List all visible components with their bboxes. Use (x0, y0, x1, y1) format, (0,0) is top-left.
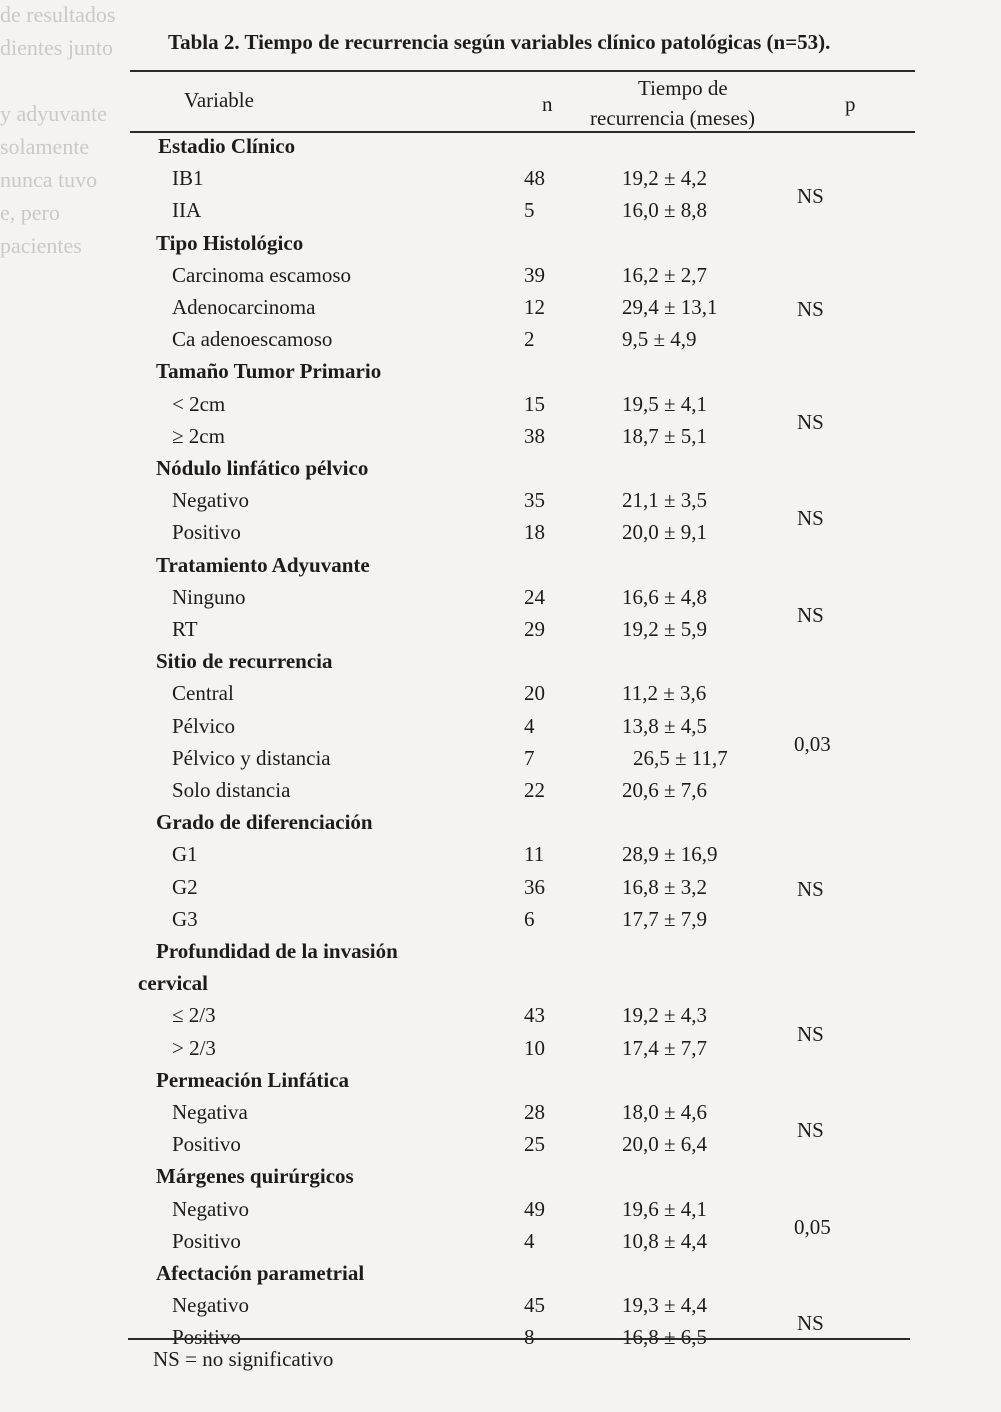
header-p: p (845, 92, 856, 116)
row-time: 17,4 ± 7,7 (622, 1035, 708, 1060)
row-time: 9,5 ± 4,9 (622, 327, 697, 352)
row-p-value: NS (797, 184, 824, 209)
row-n: 18 (524, 520, 545, 545)
group-title: Afectación parametrial (156, 1261, 365, 1285)
row-n: 8 (524, 1325, 535, 1350)
row-label: Adenocarcinoma (172, 295, 316, 319)
row-n: 38 (524, 423, 545, 448)
row-label: Positivo (172, 1325, 241, 1350)
row-time: 20,0 ± 6,4 (622, 1132, 708, 1157)
row-time: 19,2 ± 4,3 (622, 1003, 708, 1028)
row-time: 20,6 ± 7,6 (622, 778, 708, 802)
row-n: 36 (524, 874, 545, 899)
row-time: 19,3 ± 4,4 (622, 1293, 708, 1318)
row-p-value: 0,03 (794, 731, 831, 756)
group-title-continued: cervical (138, 971, 208, 996)
row-time: 10,8 ± 4,4 (622, 1228, 708, 1253)
row-time: 26,5 ± 11,7 (633, 745, 728, 770)
row-p-value: 0,05 (794, 1214, 831, 1239)
row-label: < 2cm (172, 391, 226, 416)
row-time: 19,6 ± 4,1 (622, 1196, 708, 1221)
row-n: 25 (524, 1132, 545, 1157)
row-p-value: NS (797, 1021, 824, 1046)
row-n: 12 (524, 295, 545, 319)
footnote: NS = no significativo (153, 1347, 334, 1371)
row-n: 35 (524, 488, 545, 513)
row-label: Negativa (172, 1100, 248, 1124)
bleed-line: y adyuvante (0, 101, 107, 126)
row-n: 24 (524, 584, 545, 609)
header-rule (130, 131, 915, 133)
row-label: Central (172, 681, 234, 706)
row-label: ≥ 2cm (172, 423, 225, 448)
row-label: Positivo (172, 1228, 241, 1253)
row-p-value: NS (797, 297, 824, 321)
row-n: 29 (524, 617, 545, 641)
bleed-line: de resultados (0, 2, 116, 27)
group-title: Tamaño Tumor Primario (156, 359, 382, 384)
bleed-line: e, pero (0, 200, 60, 225)
row-n: 4 (524, 1228, 535, 1253)
row-label: Solo distancia (172, 778, 291, 802)
bleed-line: pacientes (0, 233, 82, 258)
row-time: 28,9 ± 16,9 (622, 842, 718, 867)
header-n: n (542, 92, 553, 116)
row-time: 16,8 ± 3,2 (622, 874, 708, 899)
group-title: Tipo Histológico (156, 230, 304, 255)
row-n: 5 (524, 198, 535, 223)
header-variable: Variable (184, 88, 254, 112)
row-p-value: NS (797, 1118, 824, 1143)
row-p-value: NS (797, 409, 824, 434)
header-time-line1: Tiempo de (638, 76, 728, 100)
row-time: 19,5 ± 4,1 (622, 391, 708, 416)
row-n: 10 (524, 1035, 545, 1060)
row-n: 28 (524, 1100, 545, 1124)
group-title: Grado de diferenciación (156, 810, 373, 835)
row-n: 43 (524, 1003, 545, 1028)
row-time: 18,7 ± 5,1 (622, 423, 708, 448)
row-label: Negativo (172, 488, 249, 513)
row-n: 45 (524, 1293, 545, 1318)
row-n: 49 (524, 1196, 545, 1221)
row-label: IB1 (172, 166, 204, 191)
row-label: Negativo (172, 1196, 249, 1221)
row-n: 2 (524, 327, 535, 352)
row-label: Ninguno (172, 584, 246, 609)
group-title: Nódulo linfático pélvico (156, 456, 369, 480)
row-time: 13,8 ± 4,5 (622, 713, 708, 738)
row-label: IIA (172, 198, 202, 223)
bleed-line: dientes junto (0, 35, 114, 60)
group-title: Tratamiento Adyuvante (156, 552, 370, 577)
header-time-line2: recurrencia (meses) (590, 106, 755, 130)
row-label: Positivo (172, 520, 241, 545)
row-time: 19,2 ± 5,9 (622, 617, 708, 641)
row-time: 18,0 ± 4,6 (622, 1100, 708, 1124)
row-n: 15 (524, 391, 545, 416)
bleed-line: nunca tuvo (0, 167, 98, 192)
row-time: 11,2 ± 3,6 (622, 681, 707, 706)
row-label: Carcinoma escamoso (172, 262, 352, 287)
group-title: Márgenes quirúrgicos (156, 1164, 354, 1189)
row-time: 19,2 ± 4,2 (622, 166, 708, 191)
row-label: Negativo (172, 1293, 249, 1318)
row-p-value: NS (797, 1311, 824, 1336)
group-title: Sitio de recurrencia (156, 649, 333, 674)
row-p-value: NS (797, 506, 824, 531)
row-label: Pélvico (172, 713, 235, 738)
row-time: 16,8 ± 6,5 (622, 1325, 708, 1350)
table-caption: Tabla 2. Tiempo de recurrencia según variables clínico patológicas (n=53). (168, 30, 831, 54)
row-time: 16,2 ± 2,7 (622, 262, 708, 287)
row-label: Positivo (172, 1132, 241, 1157)
row-label: ≤ 2/3 (172, 1003, 216, 1028)
row-n: 22 (524, 778, 545, 802)
row-p-value: NS (797, 876, 824, 901)
bottom-rule (128, 1338, 910, 1340)
row-n: 39 (524, 262, 545, 287)
row-time: 29,4 ± 13,1 (622, 295, 718, 319)
row-time: 17,7 ± 7,9 (622, 906, 708, 931)
row-label: Ca adenoescamoso (172, 327, 333, 352)
row-n: 11 (524, 842, 545, 867)
bleed-line: solamente (0, 134, 90, 159)
group-title: Estadio Clínico (158, 134, 296, 158)
row-time: 16,0 ± 8,8 (622, 198, 708, 223)
row-p-value: NS (797, 602, 824, 627)
group-title: Profundidad de la invasión (156, 939, 398, 963)
row-n: 7 (524, 745, 535, 770)
row-n: 4 (524, 713, 535, 738)
row-n: 20 (524, 681, 545, 706)
row-label: G2 (172, 874, 198, 899)
row-label: RT (172, 617, 198, 641)
top-rule (130, 70, 915, 72)
row-n: 6 (524, 906, 535, 931)
row-label: > 2/3 (172, 1035, 216, 1060)
row-label: Pélvico y distancia (172, 745, 331, 770)
row-n: 48 (524, 166, 545, 191)
row-label: G3 (172, 906, 198, 931)
group-title: Permeación Linfática (156, 1067, 350, 1092)
row-time: 21,1 ± 3,5 (622, 488, 708, 513)
row-time: 20,0 ± 9,1 (622, 520, 708, 545)
row-time: 16,6 ± 4,8 (622, 584, 708, 609)
row-label: G1 (172, 842, 198, 867)
